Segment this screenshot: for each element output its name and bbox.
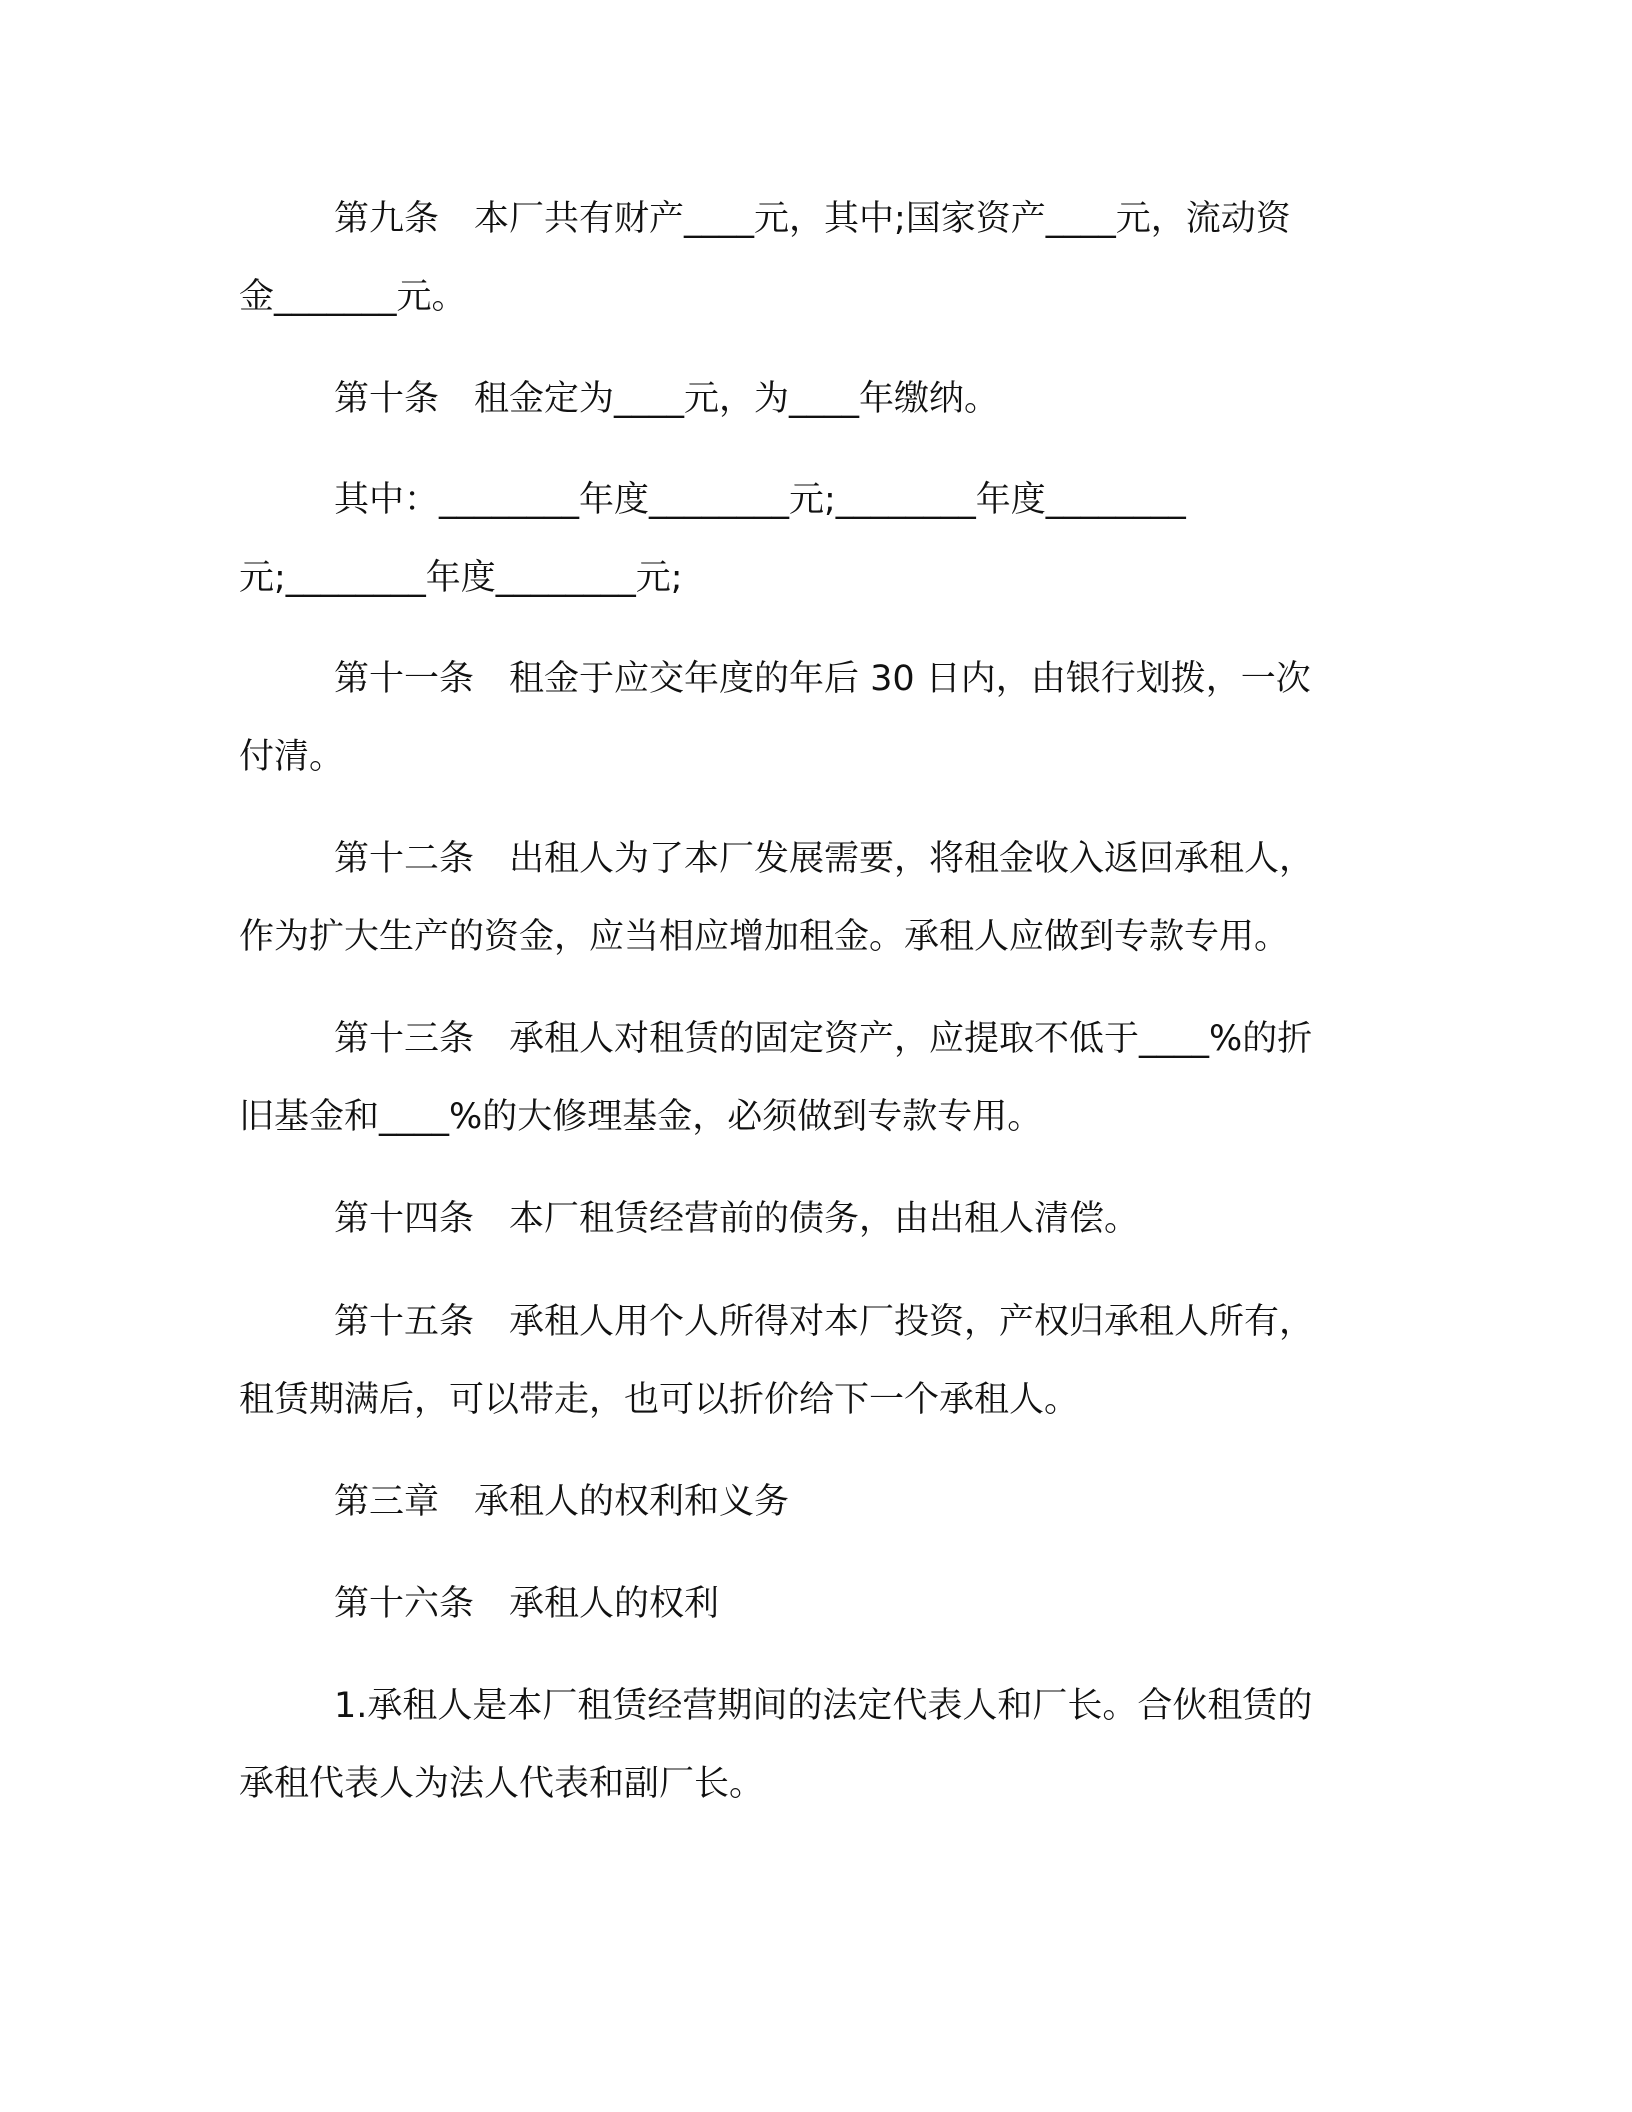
article-11-line-2: 付清。 (239, 737, 345, 777)
article-10-line: 第十条 租金定为____元，为____年缴纳。 (334, 379, 1000, 419)
article-15-line-2: 租赁期满后，可以带走，也可以折价给下一个承租人。 (239, 1380, 1080, 1420)
article-13-line-2: 旧基金和____%的大修理基金，必须做到专款专用。 (239, 1097, 1043, 1137)
rent-breakdown-line-2: 元;________年度________元; (239, 558, 683, 598)
article-9-line-1: 第九条 本厂共有财产____元，其中;国家资产____元，流动资 (334, 199, 1291, 239)
article-16-heading: 第十六条 承租人的权利 (334, 1584, 720, 1624)
article-13-line-1: 第十三条 承租人对租赁的固定资产，应提取不低于____%的折 (334, 1019, 1313, 1059)
article-11-line-1: 第十一条 租金于应交年度的年后 30 日内，由银行划拨，一次 (334, 659, 1311, 699)
article-15-line-1: 第十五条 承租人用个人所得对本厂投资，产权归承租人所有， (334, 1302, 1315, 1342)
article-16-item-1-line-1: 1.承租人是本厂租赁经营期间的法定代表人和厂长。合伙租赁的 (334, 1686, 1313, 1726)
article-14-line: 第十四条 本厂租赁经营前的债务，由出租人清偿。 (334, 1199, 1140, 1239)
article-9-line-2: 金_______元。 (239, 277, 467, 317)
article-12-line-2: 作为扩大生产的资金，应当相应增加租金。承租人应做到专款专用。 (239, 917, 1290, 957)
article-16-item-1-line-2: 承租代表人为法人代表和副厂长。 (239, 1764, 765, 1804)
chapter-3-heading: 第三章 承租人的权利和义务 (334, 1482, 790, 1522)
article-12-line-1: 第十二条 出租人为了本厂发展需要，将租金收入返回承租人， (334, 839, 1315, 879)
rent-breakdown-line-1: 其中：________年度________元;________年度________ (334, 480, 1186, 520)
